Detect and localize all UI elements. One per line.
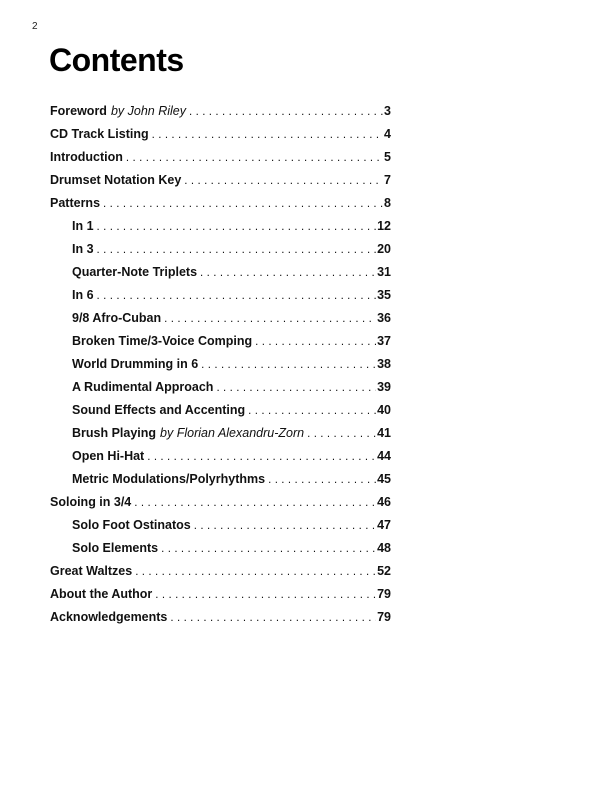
toc-entry-title: Great Waltzes	[50, 564, 133, 578]
toc-entry-label	[50, 196, 100, 210]
toc-entry	[50, 541, 391, 564]
dot-leader	[307, 428, 376, 440]
dot-leader	[216, 382, 376, 394]
toc-entry-title: Acknowledgements	[50, 610, 168, 624]
dot-leader	[189, 106, 383, 118]
dot-leader	[134, 497, 376, 509]
toc-entry	[50, 127, 391, 150]
toc-entry-page: 8	[384, 196, 391, 210]
toc-entry-label	[50, 610, 167, 624]
toc-entry	[50, 219, 391, 242]
toc-entry-label	[72, 472, 265, 486]
toc-entry	[50, 334, 391, 357]
dot-leader	[255, 336, 376, 348]
toc-entry-title: Soloing in 3/4	[50, 495, 132, 509]
toc-entry-page: 38	[377, 357, 391, 371]
toc-entry-label	[72, 288, 94, 302]
toc-entry	[50, 265, 391, 288]
toc-entry	[50, 104, 391, 127]
toc-entry-byline: by John Riley	[110, 104, 186, 118]
toc-entry-label	[50, 495, 131, 509]
toc-entry-label	[50, 564, 132, 578]
toc-entry-title: Foreword	[50, 104, 107, 118]
toc-entry-title: In 3	[72, 242, 94, 256]
toc-entry	[50, 472, 391, 495]
toc-entry-page: 12	[377, 219, 391, 233]
toc-entry-label	[72, 357, 198, 371]
toc-list	[50, 104, 391, 633]
toc-entry-page: 36	[377, 311, 391, 325]
toc-entry	[50, 242, 391, 265]
toc-entry-page: 31	[377, 265, 391, 279]
toc-entry-title: Drumset Notation Key	[50, 173, 182, 187]
toc-entry	[50, 564, 391, 587]
toc-entry-title: Metric Modulations/Polyrhythms	[72, 472, 266, 486]
toc-entry	[50, 311, 391, 334]
dot-leader	[97, 244, 377, 256]
dot-leader	[248, 405, 376, 417]
toc-entry-title: About the Author	[50, 587, 153, 601]
toc-entry-label	[72, 242, 94, 256]
toc-entry-title: CD Track Listing	[50, 127, 149, 141]
dot-leader	[200, 267, 376, 279]
toc-entry	[50, 610, 391, 633]
dot-leader	[194, 520, 376, 532]
dot-leader	[268, 474, 376, 486]
toc-entry-title: Solo Foot Ostinatos	[72, 518, 191, 532]
toc-entry	[50, 403, 391, 426]
toc-entry	[50, 173, 391, 196]
toc-entry-page: 44	[377, 449, 391, 463]
toc-entry-page: 20	[377, 242, 391, 256]
toc-entry-label	[72, 311, 161, 325]
dot-leader	[97, 221, 377, 233]
toc-entry-page: 46	[377, 495, 391, 509]
dot-leader	[170, 612, 376, 624]
toc-entry	[50, 449, 391, 472]
toc-entry-label	[72, 403, 245, 417]
dot-leader	[155, 589, 376, 601]
toc-entry-title: Solo Elements	[72, 541, 159, 555]
dot-leader	[103, 198, 383, 210]
toc-entry-page: 7	[384, 173, 391, 187]
toc-entry-title: Open Hi-Hat	[72, 449, 145, 463]
toc-entry-title: Brush Playing	[72, 426, 157, 440]
toc-entry-label	[72, 334, 252, 348]
toc-entry-label	[50, 587, 152, 601]
dot-leader	[161, 543, 376, 555]
dot-leader	[97, 290, 377, 302]
toc-entry-page: 3	[384, 104, 391, 118]
toc-entry-page: 45	[377, 472, 391, 486]
dot-leader	[184, 175, 383, 187]
toc-entry-label	[50, 104, 186, 118]
toc-entry-label	[72, 426, 304, 440]
toc-entry-page: 52	[377, 564, 391, 578]
toc-entry-page: 35	[377, 288, 391, 302]
dot-leader	[201, 359, 376, 371]
toc-entry	[50, 587, 391, 610]
toc-entry-label	[72, 380, 213, 394]
toc-entry	[50, 426, 391, 449]
toc-entry-title: Quarter-Note Triplets	[72, 265, 198, 279]
toc-entry-label	[72, 219, 94, 233]
dot-leader	[135, 566, 376, 578]
toc-entry-label	[72, 265, 197, 279]
toc-entry-page: 48	[377, 541, 391, 555]
toc-entry	[50, 196, 391, 219]
toc-entry-title: World Drumming in 6	[72, 357, 199, 371]
page-number: 2	[32, 21, 38, 32]
toc-entry-title: Patterns	[50, 196, 101, 210]
toc-entry-title: Broken Time/3-Voice Comping	[72, 334, 253, 348]
toc-entry	[50, 518, 391, 541]
toc-entry-page: 5	[384, 150, 391, 164]
page-title: Contents	[49, 42, 184, 78]
toc-entry-title: A Rudimental Approach	[72, 380, 214, 394]
toc-entry-title: In 1	[72, 219, 94, 233]
dot-leader	[152, 129, 383, 141]
toc-entry-title: In 6	[72, 288, 94, 302]
toc-entry-title: Sound Effects and Accenting	[72, 403, 246, 417]
toc-entry-page: 39	[377, 380, 391, 394]
toc-entry-page: 40	[377, 403, 391, 417]
toc-entry-label	[72, 518, 191, 532]
toc-entry	[50, 380, 391, 403]
toc-entry-page: 79	[377, 610, 391, 624]
dot-leader	[164, 313, 376, 325]
toc-entry-label	[50, 127, 149, 141]
toc-entry-label	[50, 150, 123, 164]
toc-entry-page: 47	[377, 518, 391, 532]
toc-entry	[50, 150, 391, 173]
toc-entry-byline: by Florian Alexandru-Zorn	[160, 426, 305, 440]
dot-leader	[126, 152, 383, 164]
toc-entry-label	[72, 449, 144, 463]
toc-entry	[50, 357, 391, 380]
toc-entry-title: Introduction	[50, 150, 123, 164]
toc-entry-label	[50, 173, 181, 187]
toc-entry-page: 41	[377, 426, 391, 440]
toc-entry-page: 4	[384, 127, 391, 141]
toc-entry-page: 79	[377, 587, 391, 601]
dot-leader	[147, 451, 376, 463]
toc-entry-title: 9/8 Afro-Cuban	[72, 311, 162, 325]
toc-entry	[50, 288, 391, 311]
toc-entry-label	[72, 541, 158, 555]
toc-entry	[50, 495, 391, 518]
toc-entry-page: 37	[377, 334, 391, 348]
